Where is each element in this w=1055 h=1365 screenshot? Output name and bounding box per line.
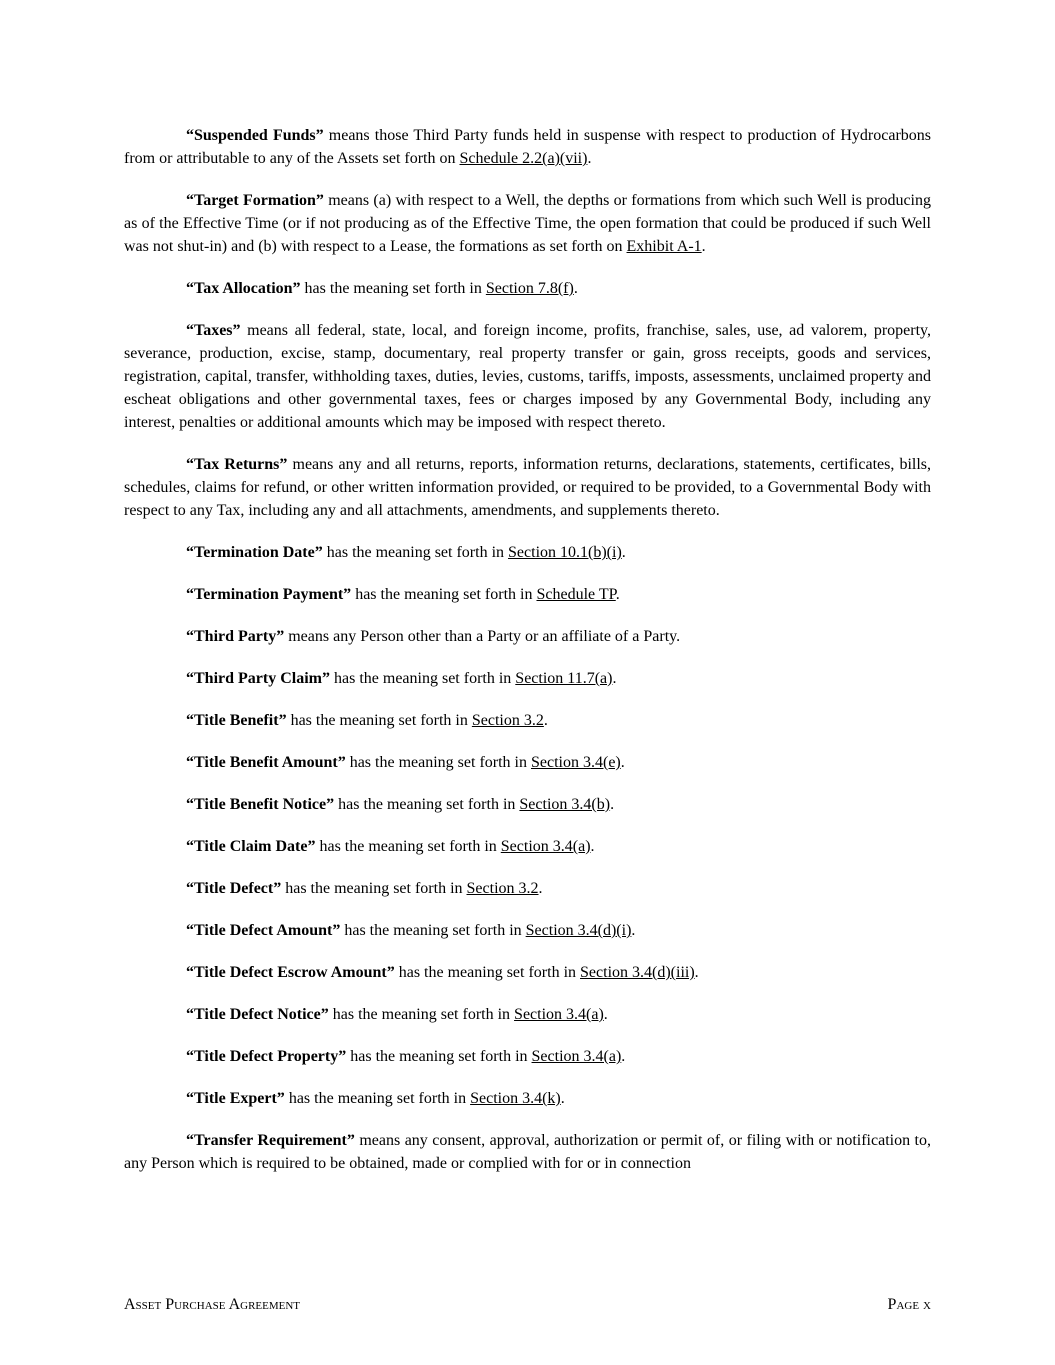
text-run: . [701,238,706,255]
text-run: . [621,544,626,561]
text-run: . [631,922,636,939]
paragraph [124,835,931,858]
text-run: . [694,964,699,981]
section-reference: Exhibit A-1 [626,238,702,255]
paragraph [124,541,931,564]
text-run: . [573,280,578,297]
paragraph [124,793,931,816]
text-run: . [610,796,615,813]
text-run: . [538,880,543,897]
text-run: . [543,712,548,729]
paragraph [124,189,931,258]
text-run: has the meaning set forth in [330,670,516,687]
footer-document-title: Asset Purchase Agreement [124,1296,301,1313]
paragraph [124,124,931,170]
paragraph [124,583,931,606]
text-run: has the meaning set forth in [345,754,531,771]
section-reference: Section 3.4(a) [531,1048,622,1065]
text-run: . [560,1090,565,1107]
text-run: means any consent, approval, authorization or permit of, or filing with or notification to, any Person which is required to be obtained, made or complied with for or in connection [124,1132,931,1172]
defined-term: “Termination Payment” [186,586,352,603]
defined-term: “Suspended Funds” [186,127,324,144]
paragraph [124,919,931,942]
paragraph [124,277,931,300]
section-reference: Section 3.4(e) [531,754,621,771]
defined-term: “Title Expert” [186,1090,285,1107]
defined-term: “Transfer Requirement” [186,1132,355,1149]
paragraph [124,1087,931,1110]
text-run: has the meaning set forth in [351,586,537,603]
text-run: has the meaning set forth in [300,280,486,297]
paragraph [124,1129,931,1175]
defined-term: “Title Claim Date” [186,838,316,855]
paragraph [124,319,931,434]
text-run: means any and all returns, reports, information returns, declarations, statements, certificates, bills, schedules, claims for refund, or other written information provided, or required to be provided, to a Governmental Body with respect to any Tax, including any and all attachments, amendments, and supplements thereto. [124,456,931,519]
defined-term: “Title Defect Escrow Amount” [186,964,395,981]
text-run: means all federal, state, local, and foreign income, profits, franchise, sales, use, ad valorem, property, severance, production, excise, stamp, documentary, real property transfer or gain, gross receipts, goods and services, registration, capital, transfer, withholding taxes, duties, levies, customs, tariffs, imposts, assessments, unclaimed property and escheat obligations and other governmental taxes, fees or charges imposed by any Governmental Body, including any interest, penalties or additional amounts which may be imposed with respect thereto. [124,322,931,431]
text-run: has the meaning set forth in [281,880,467,897]
section-reference: Section 3.2 [466,880,539,897]
footer-page-number: Page x [887,1296,931,1313]
section-reference: Schedule TP [536,586,616,603]
defined-term: “Tax Returns” [186,456,288,473]
paragraph [124,453,931,522]
text-run: has the meaning set forth in [394,964,581,981]
defined-term: “Target Formation” [186,192,324,209]
section-reference: Section 3.4(d)(i) [525,922,632,939]
paragraph [124,961,931,984]
defined-term: “Title Defect Amount” [186,922,341,939]
text-run: . [603,1006,608,1023]
text-run: . [620,754,625,771]
section-reference: Section 3.2 [471,712,544,729]
document-body [124,124,931,1175]
paragraph [124,877,931,900]
section-reference: Section 3.4(k) [470,1090,561,1107]
paragraph [124,709,931,732]
defined-term: “Title Defect Notice” [186,1006,329,1023]
defined-term: “Third Party” [186,628,285,645]
defined-term: “Title Benefit Amount” [186,754,346,771]
text-run: means any Person other than a Party or an affiliate of a Party. [284,628,681,645]
text-run: has the meaning set forth in [346,1048,532,1065]
paragraph [124,1003,931,1026]
text-run: has the meaning set forth in [328,1006,515,1023]
text-run: means those Third Party funds held in suspense with respect to production of Hydrocarbons from or attributable to any of the Assets set forth on [124,127,932,167]
paragraph [124,625,931,648]
text-run: . [590,838,595,855]
defined-term: “Termination Date” [186,544,323,561]
defined-term: “Title Defect Property” [186,1048,347,1065]
section-reference: Section 3.4(d)(iii) [580,964,695,981]
text-run: has the meaning set forth in [284,1090,471,1107]
text-run: . [621,1048,626,1065]
text-run: has the meaning set forth in [286,712,472,729]
text-run: has the meaning set forth in [340,922,526,939]
defined-term: “Title Defect” [186,880,282,897]
defined-term: “Title Benefit Notice” [186,796,335,813]
defined-term: “Third Party Claim” [186,670,330,687]
section-reference: Section 7.8(f) [485,280,574,297]
section-reference: Section 11.7(a) [515,670,613,687]
page-footer [124,1295,931,1315]
text-run: has the meaning set forth in [322,544,509,561]
defined-term: “Title Benefit” [186,712,287,729]
text-run: has the meaning set forth in [315,838,501,855]
text-run: has the meaning set forth in [334,796,520,813]
section-reference: Section 10.1(b)(i) [508,544,622,561]
defined-term: “Tax Allocation” [186,280,301,297]
text-run: . [612,670,617,687]
text-run: . [615,586,620,603]
defined-term: “Taxes” [186,322,241,339]
section-reference: Section 3.4(b) [519,796,611,813]
section-reference: Schedule 2.2(a)(vii) [459,150,588,167]
text-run: means (a) with respect to a Well, the depths or formations from which such Well is producing as of the Effective Time (or if not producing as of the Effective Time, the open formation that could be produced if such Well was not shut-in) and (b) with respect to a Lease, the formations as set forth on [124,192,932,255]
paragraph [124,667,931,690]
section-reference: Section 3.4(a) [500,838,591,855]
text-run: . [587,150,592,167]
section-reference: Section 3.4(a) [514,1006,604,1023]
paragraph [124,751,931,774]
paragraph [124,1045,931,1068]
